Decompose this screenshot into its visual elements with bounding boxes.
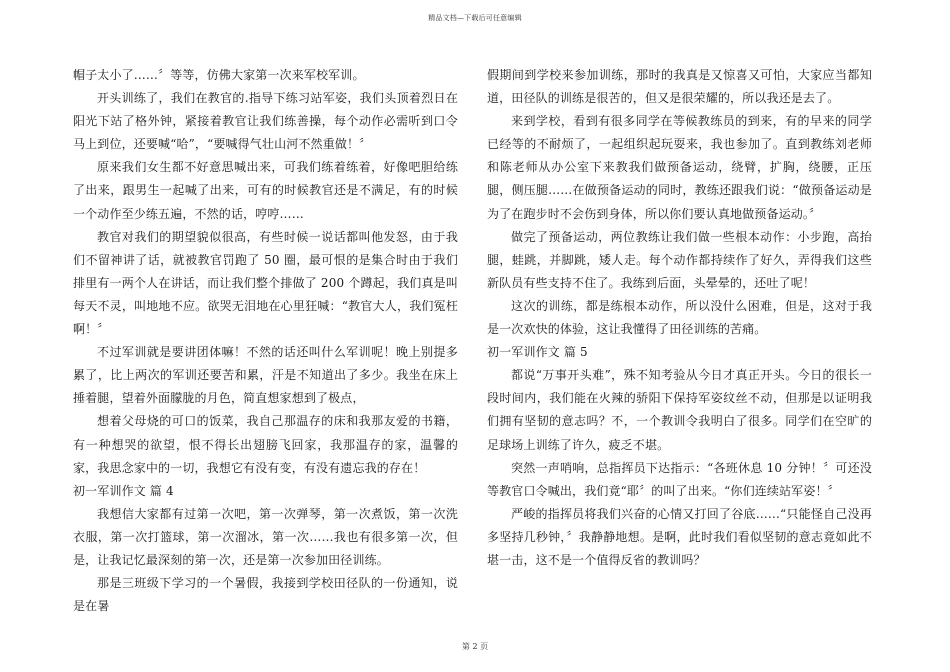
paragraph: 想着父母烧的可口的饭菜，我自己那温存的床和我那友爱的书籍，有一种想哭的欲望，恨不得长出翅膀飞回家，我那温存的家，温馨的家，我思念家中的一切，我想它有没有变，有没有遗忘我的存在！: [73, 414, 458, 475]
page-number: 第 2 页: [461, 642, 489, 651]
section-heading: 初一军训作文 篇 4: [73, 483, 174, 498]
paragraph: 做完了预备运动，两位教练让我们做一些根本动作：小步跑，高抬腿，蛙跳，并脚跳，矮人走。每个动作都持续作了好久，弄得我们这些新队员有些支持不住了。我练到后面，头晕晕的，还吐了呢！: [487, 229, 872, 290]
right-column: [487, 64, 872, 572]
page-header: 精品文档—下载后可任意编辑: [428, 14, 522, 22]
paragraph: 我想信大家都有过第一次吧，第一次弹琴，第一次煮饭，第一次洗衣服，第一次打篮球，第一次溜冰，第一次……我也有很多第一次，但是，让我记忆最深刻的第一次，还是第一次参加田径训练。: [73, 506, 458, 567]
section-heading: 初一军训作文 篇 5: [487, 345, 588, 360]
paragraph: 严峻的指挥员将我们兴奋的心情又打回了谷底……“只能怪自己没再多坚持几秒钟，〞我静静地想。是啊，此时我们看似坚韧的意志竟如此不堪一击，这不是一个值得反省的教训吗？: [487, 506, 872, 567]
paragraph: 开头训练了，我们在教官的.指导下练习站军姿，我们头顶着烈日在阳光下站了格外钟，紧接着教官让我们练善操，每个动作必需听到口令马上到位，还要喊“哈”，“要喊得气壮山河不然重做！〞: [73, 91, 458, 152]
paragraph: 这次的训练，都是练根本动作，所以没什么困难，但是，这对于我是一次欢快的体验，这让我懂得了田径训练的苦痛。: [487, 298, 872, 337]
paragraph: 不过军训就是要讲团体嘛！不然的话还叫什么军训呢！晚上别提多累了，比上两次的军训还要苦和累，汗是不知道出了多少。我坐在床上捶着腿，望着外面朦胧的月色，简直想家想到了极点，: [73, 345, 458, 406]
left-column: [73, 64, 458, 618]
paragraph: 原来我们女生都不好意思喊出来，可我们练着练着，好像吧胆给练了出来，跟男生一起喊了出来，可有的时候教官还是不满足，有的时候一个动作至少练五遍，不然的话，哼哼……: [73, 160, 458, 221]
paragraph: 来到学校，看到有很多同学在等候教练员的到来，有的早来的同学已经等的不耐烦了，一起组织起玩耍来，我也参加了。直到教练刘老师和陈老师从办公室下来教我们做预备运动，绕臂，扩胸，绕腰，正压腿，侧压腿……在做预备运动的同时，教练还跟我们说：“做预备运动是为了在跑步时不会伤到身体，所以你们要认真地做预备运动。〞: [487, 114, 872, 221]
paragraph: 帽子太小了……〞等等，仿佛大家第一次来军校军训。: [73, 68, 365, 82]
paragraph: 都说“万事开头难”，殊不知考验从今日才真正开头。今日的很长一段时间内，我们能在火辣的骄阳下保持军姿纹丝不动，但那是以证明我们拥有坚韧的意志吗？不，一个教训令我明白了很多。同学们在空旷的足球场上训练了许久，疲乏不堪。: [487, 368, 872, 452]
paragraph: 教官对我们的期望貌似很高，有些时候一说话都叫他发怒，由于我们不留神讲了话，就被教官罚跑了 50 圈，最可恨的是集合时由于我们排里有一两个人在讲话，而让我们整个排做了 200 个蹲起，我们真是叫每天不灵，叫地地不应。欲哭无泪地在心里狂喊：“教官大人，我们冤枉啊！〞: [73, 229, 458, 337]
paragraph: 那是三班级下学习的一个暑假，我接到学校田径队的一份通知，说是在暑: [73, 576, 458, 614]
paragraph: 假期间到学校来参加训练，那时的我真是又惊喜又可怕，大家应当都知道，田径队的训练是很苦的，但又是很荣耀的，所以我还是去了。: [487, 68, 872, 106]
paragraph: 突然一声哨响，总指挥员下达指示：“各班休息 10 分钟！〞可还没等教官口令喊出，我们竟“耶〞的叫了出来。“你们连续站军姿！〞: [487, 460, 872, 498]
